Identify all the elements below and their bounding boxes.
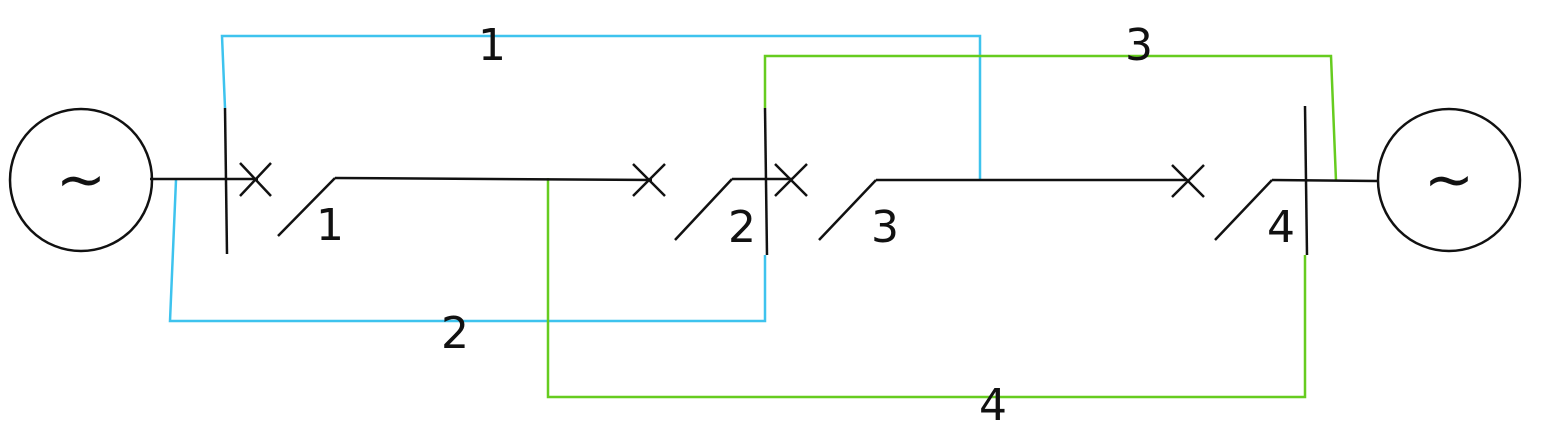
breaker-4 (1172, 165, 1295, 253)
protection-path-2-label: 2 (441, 308, 469, 359)
protection-path-4 (548, 178, 1305, 397)
protection-path-1-label: 1 (478, 20, 506, 71)
breaker-4-blade (1215, 180, 1272, 240)
protection-path-3-label: 3 (1125, 20, 1153, 71)
breaker-4-label: 4 (1267, 202, 1295, 253)
busbar-left (225, 108, 227, 254)
breaker-3-blade (819, 180, 876, 240)
main-line-segment (1272, 180, 1377, 181)
breaker-2-blade (675, 179, 732, 240)
busbar-right (1305, 106, 1307, 255)
generator-left (10, 109, 152, 251)
breaker-1-label: 1 (316, 200, 344, 251)
breaker-2-label: 2 (728, 202, 756, 253)
generator-left-symbol: ~ (55, 145, 107, 215)
breaker-3 (775, 164, 899, 253)
generator-right-symbol: ~ (1423, 145, 1475, 215)
busbar-middle (765, 108, 767, 255)
protection-path-4-label: 4 (979, 380, 1007, 431)
protection-path-1 (222, 36, 980, 180)
protection-path-3 (765, 56, 1336, 181)
breaker-1 (240, 163, 344, 251)
generator-right (1378, 109, 1520, 251)
breaker-2 (633, 164, 756, 253)
protection-path-2 (170, 180, 765, 321)
breaker-3-label: 3 (871, 202, 899, 253)
main-line-segment (335, 178, 652, 180)
